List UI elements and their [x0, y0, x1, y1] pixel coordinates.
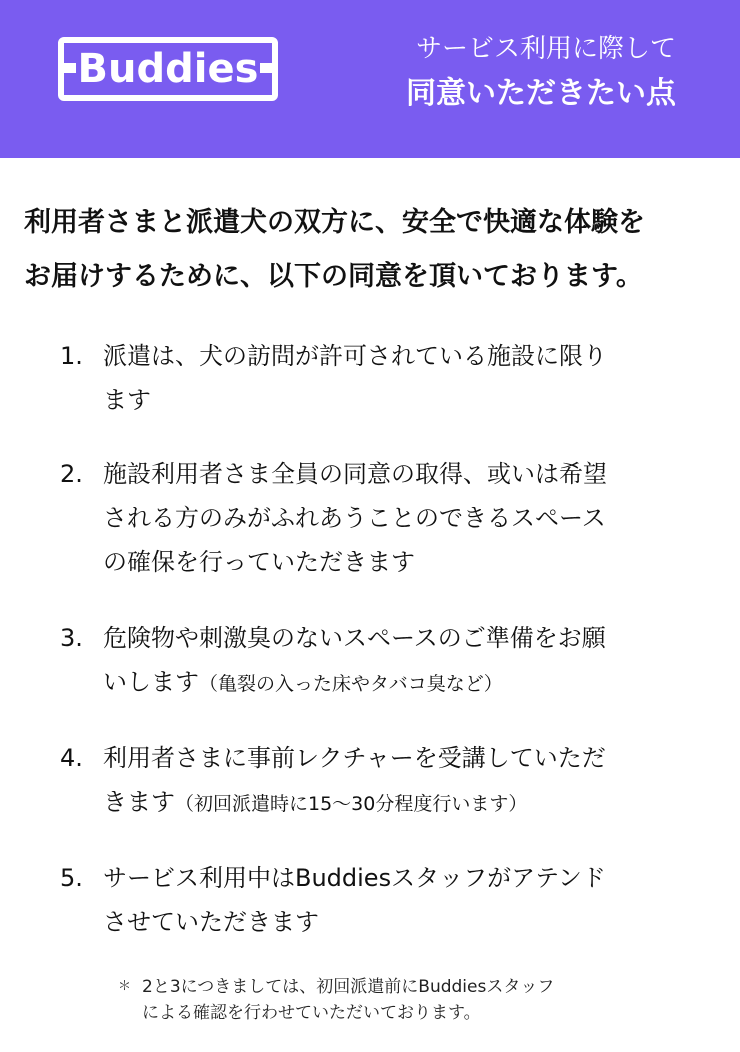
- term-item-5: [60, 856, 606, 944]
- term-line: [103, 780, 606, 826]
- term-item-1: [60, 334, 607, 422]
- footnote: [118, 974, 554, 1026]
- term-line: [103, 660, 606, 706]
- intro-line: お届けするために、以下の同意を頂いております。: [24, 261, 643, 292]
- term-line-text: きます: [103, 788, 175, 816]
- term-note: （亀裂の入った床やタバコ臭など）: [199, 673, 503, 695]
- term-line: ます: [103, 386, 151, 414]
- term-number: 1.: [60, 342, 83, 370]
- term-number: 3.: [60, 624, 83, 652]
- term-line: 施設利用者さま全員の同意の取得、或いは希望: [103, 460, 607, 488]
- term-number: 5.: [60, 864, 83, 892]
- term-line: 危険物や刺激臭のないスペースのご準備をお願: [103, 624, 606, 652]
- term-line-text: いします: [103, 668, 199, 696]
- intro-line: 利用者さまと派遣犬の双方に、安全で快適な体験を: [24, 207, 645, 238]
- footnote-line: による確認を行わせていただいております。: [142, 1003, 481, 1023]
- intro-paragraph: [24, 196, 724, 304]
- term-number: 2.: [60, 460, 83, 488]
- term-note: （初回派遣時に15〜30分程度行います）: [175, 793, 528, 815]
- term-item-3: [60, 616, 606, 706]
- term-line: される方のみがふれあうことのできるスペース: [103, 504, 606, 532]
- asterisk-icon: ＊: [118, 979, 132, 994]
- term-line: の確保を行っていただきます: [103, 548, 415, 576]
- buddies-logo: [58, 37, 278, 101]
- header-title: 同意いただきたい点: [406, 76, 676, 111]
- term-line: 利用者さまに事前レクチャーを受講していただ: [103, 744, 606, 772]
- logo-text: Buddies: [77, 46, 259, 92]
- header-subtitle: サービス利用に際して: [415, 34, 676, 64]
- term-item-2: [60, 452, 607, 584]
- term-number: 4.: [60, 744, 83, 772]
- term-line: サービス利用中はBuddiesスタッフがアテンド: [103, 864, 606, 892]
- footnote-line: 2と3につきましては、初回派遣前にBuddiesスタッフ: [142, 977, 555, 997]
- term-line: 派遣は、犬の訪問が許可されている施設に限り: [103, 342, 607, 370]
- term-line: させていただきます: [103, 908, 319, 936]
- footnote-body: [118, 974, 554, 1026]
- header-banner: [0, 0, 740, 158]
- term-item-4: [60, 736, 606, 826]
